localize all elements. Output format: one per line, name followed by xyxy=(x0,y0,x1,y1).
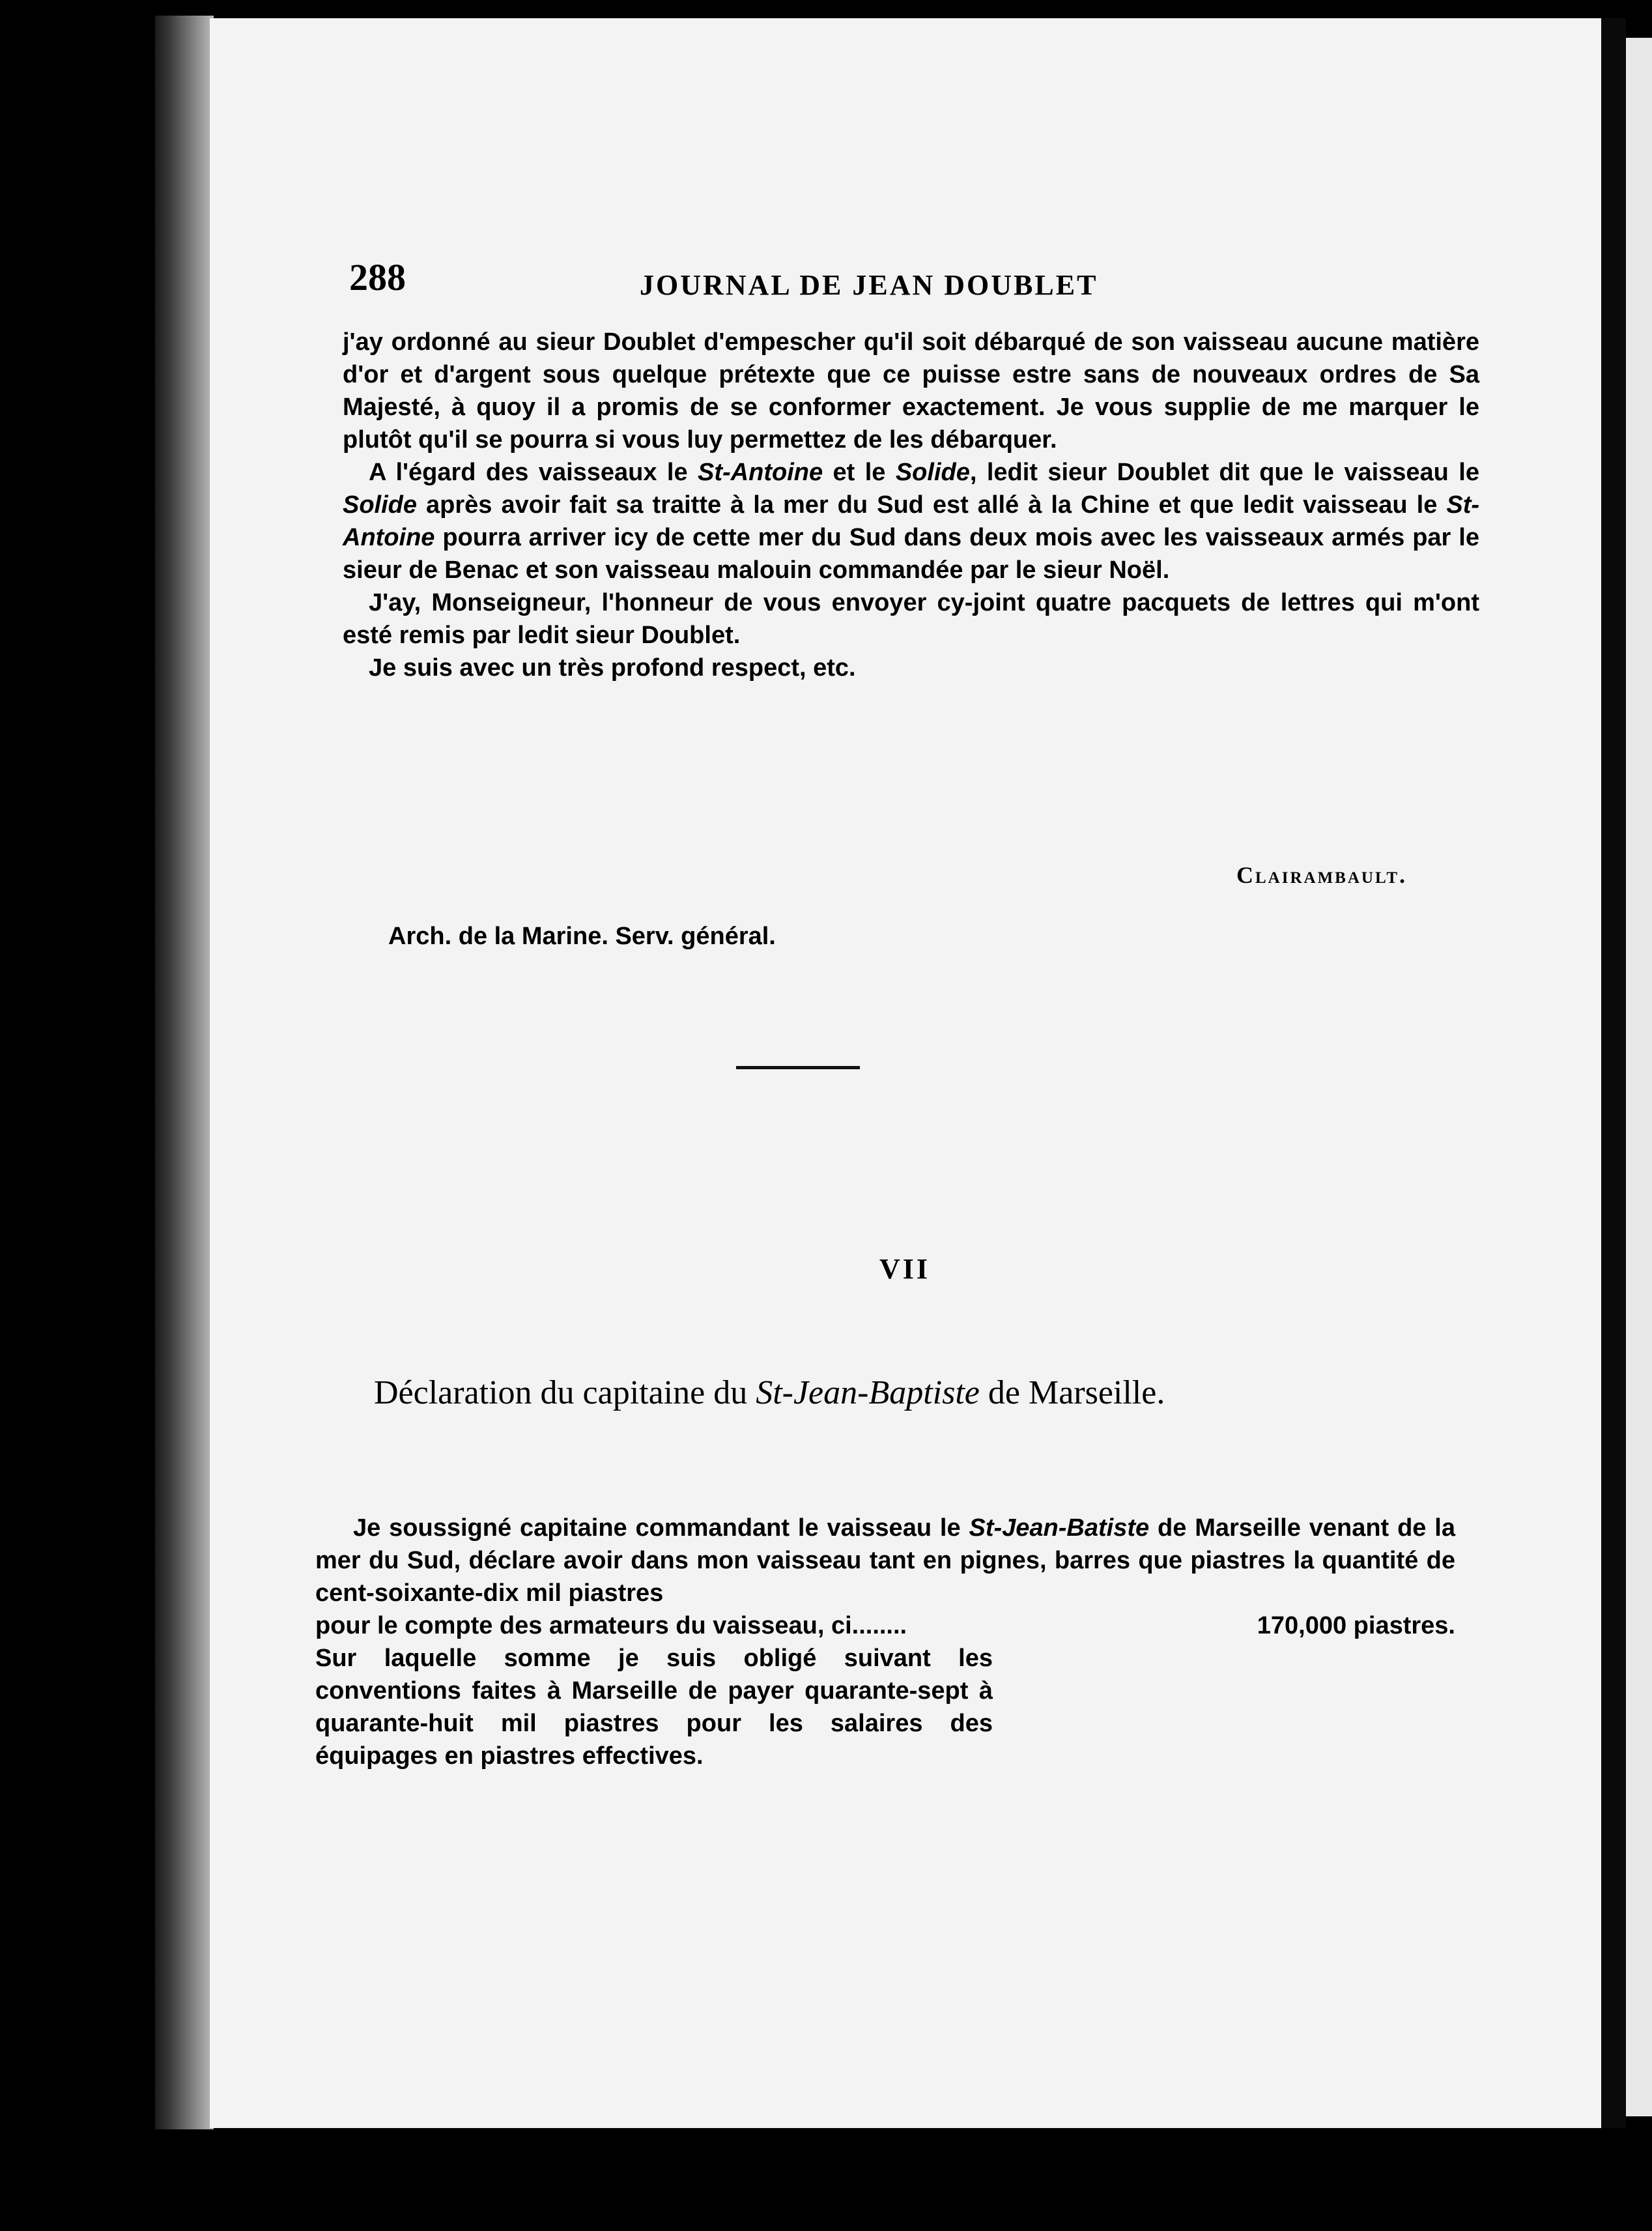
title-run: Déclaration du capitaine du xyxy=(374,1374,756,1411)
ship-name: St-Jean-Baptiste xyxy=(756,1374,980,1411)
text-run: et le xyxy=(823,459,896,486)
ship-name: St-Antoine xyxy=(698,459,823,486)
letter-paragraph-3: J'ay, Monseigneur, l'honneur de vous envoyer cy-joint quatre pacquets de lettres qui m'ont esté remis par ledit sieur Doublet. xyxy=(343,589,1479,649)
page-header xyxy=(349,255,1268,314)
page-edge xyxy=(155,16,214,2129)
text-run: Je soussigné capitaine commandant le vaisseau le xyxy=(353,1514,969,1542)
page-gutter xyxy=(1601,18,1626,2128)
letter-closing: Je suis avec un très profond respect, etc. xyxy=(369,654,856,682)
text-run: , ledit sieur Doublet dit que le vaisseau le xyxy=(969,459,1479,486)
amount-value: 170,000 piastres. xyxy=(1257,1612,1455,1639)
text-run: après avoir fait sa traitte à la mer du Sud est allé à la Chine et que ledit vaisseau le xyxy=(417,491,1447,519)
text-run: de Marseille venant de la mer du Sud, déclare avoir dans mon vaisseau tant en pignes, barres que piastres la quantité de cent-soixante-dix mil piastres xyxy=(315,1514,1455,1607)
section-number: VII xyxy=(879,1253,931,1285)
next-page-edge xyxy=(1626,38,1652,2116)
section-divider xyxy=(736,1066,860,1069)
page-number: 288 xyxy=(349,256,406,298)
amount-line-text: pour le compte des armateurs du vaisseau, ci........ xyxy=(315,1612,907,1639)
signature: Clairambault. xyxy=(1236,862,1407,888)
letter-paragraph-2 xyxy=(343,456,1479,586)
letter-body xyxy=(343,326,1479,684)
declaration-paragraph-2: Sur laquelle somme je suis obligé suivant les conventions faites à Marseille de payer quarante-sept à quarante-huit mil piastres pour les salaires des équipages en piastres effectives. xyxy=(315,1645,993,1770)
ship-name: Solide xyxy=(343,491,418,519)
running-title: JOURNAL DE JEAN DOUBLET xyxy=(640,269,1098,301)
declaration-body xyxy=(315,1512,1455,1772)
ship-name: St-Antoine xyxy=(343,491,1479,551)
ship-name: St-Jean-Batiste xyxy=(969,1514,1150,1542)
ship-name: Solide xyxy=(895,459,970,486)
title-run: de Marseille. xyxy=(979,1374,1165,1411)
section-title xyxy=(374,1374,1494,1412)
declaration-paragraph-1 xyxy=(315,1512,1455,1609)
archive-reference: Arch. de la Marine. Serv. général. xyxy=(388,923,776,950)
text-run: A l'égard des vaisseaux le xyxy=(369,459,698,486)
text-run: pourra arriver icy de cette mer du Sud dans deux mois avec les vaisseaux armés par le sieur de Benac et son vaisseau malouin commandée par le sieur Noël. xyxy=(343,524,1479,584)
amount-line xyxy=(315,1609,1455,1642)
letter-paragraph-1: j'ay ordonné au sieur Doublet d'empescher qu'il soit débarqué de son vaisseau aucune matière d'or et d'argent sous quelque prétexte que ce puisse estre sans de nouveaux ordres de Sa Majesté, à quoy il a promis de se conformer exactement. Je vous supplie de me marquer le plutôt qu'il se pourra si vous luy permettez de les débarquer. xyxy=(343,328,1479,453)
